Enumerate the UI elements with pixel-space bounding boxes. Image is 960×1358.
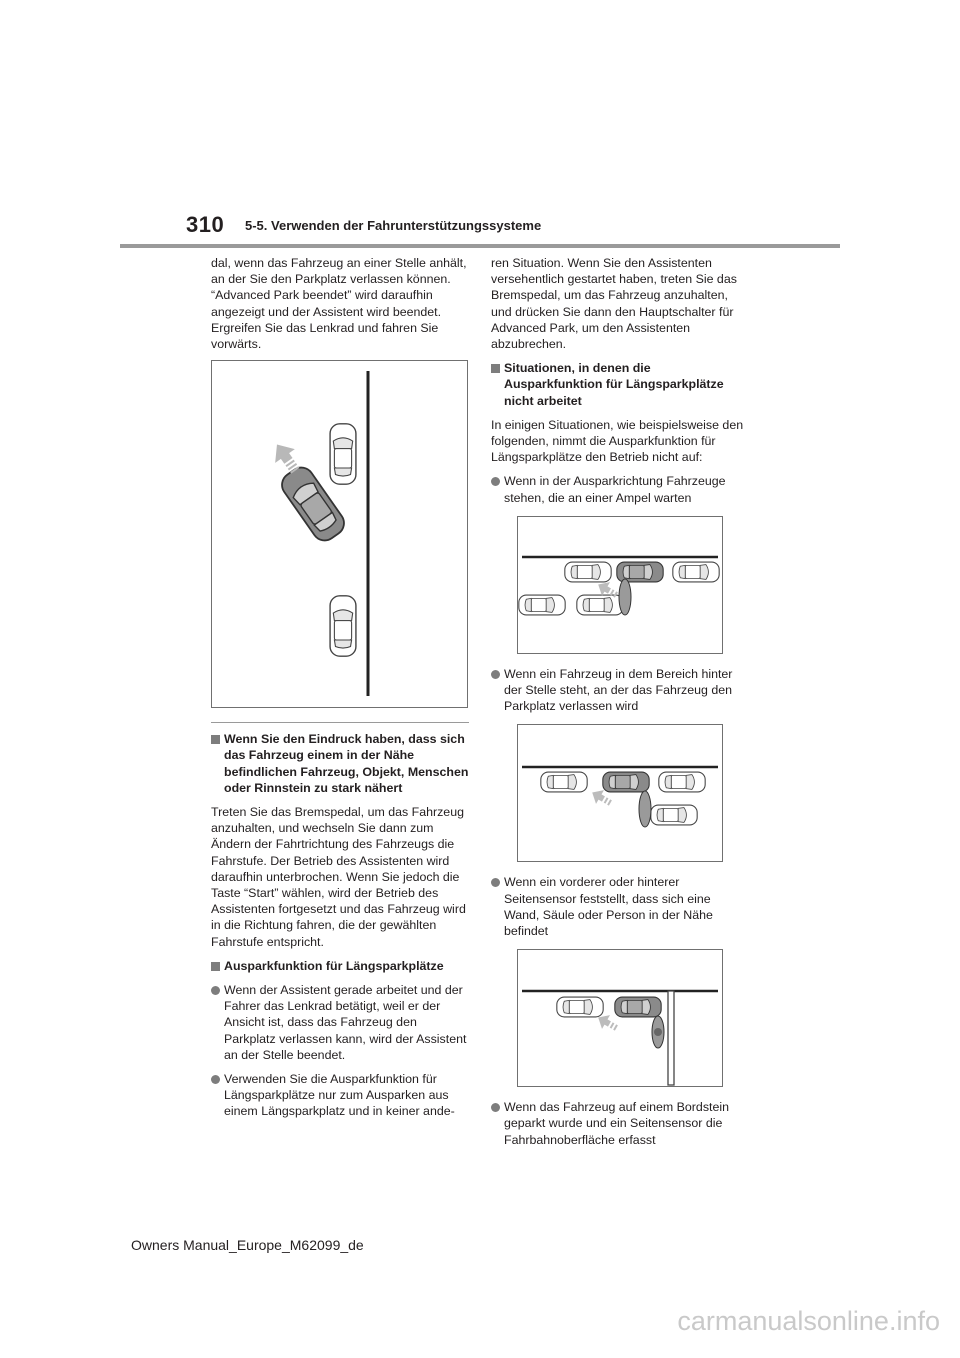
figure-exit-drive-forward	[211, 360, 468, 708]
header-rule	[120, 244, 840, 248]
heading-exit-function: Ausparkfunktion für Längsparkplätze	[211, 958, 469, 974]
figure-wall-pillar	[517, 949, 723, 1087]
traffic-light-illustration	[518, 517, 722, 653]
intro-not-working: In einigen Situationen, wie beispielsweise den folgenden, nimmt die Ausparkfunktion für Längsparkplätze den Betrieb nicht auf:	[491, 417, 744, 465]
figure-vehicle-behind	[517, 724, 723, 862]
page-number: 310	[186, 212, 225, 237]
continuation-paragraph: ren Situation. Wenn Sie den Assistenten versehentlich gestartet haben, treten Sie das Bremspedal, um das Fahrzeug anzuhalten, und drücken Sie dann den Hauptschalter für Advanced Park, um den Assistenten abzubrechen.	[491, 256, 737, 352]
right-column	[491, 255, 749, 1156]
parking-illustration	[212, 361, 467, 707]
section-divider	[211, 722, 469, 723]
bullet-steering-cancel: Wenn der Assistent gerade arbeitet und der Fahrer das Lenkrad betätigt, weil er der Ansicht ist, dass das Fahrzeug den Parkplatz verlassen kann, wird der Assistent an der Stelle beendet.	[211, 982, 469, 1063]
parked-car-rear	[330, 596, 356, 656]
paragraph-too-close: Treten Sie das Bremspedal, um das Fahrzeug anzuhalten, und wechseln Sie dann zum Ändern der Fahrtrichtung des Fahrzeugs die Fahrstufe. Der Betrieb des Assistenten wird daraufhin unterbrochen. Wenn Sie jedoch die Taste “Start” wählen, wird der Betrieb des Assistenten fortgesetzt und das Fahrzeug wird in die Richtung fahren, die der gewählten Fahrstufe entspricht.	[211, 805, 466, 949]
bullet-vehicle-behind: Wenn ein Fahrzeug in dem Bereich hinter der Stelle steht, an der das Fahrzeug den Parkplatz verlassen wird	[491, 666, 749, 715]
bullet-traffic-light: Wenn in der Ausparkrichtung Fahrzeuge stehen, die an einer Ampel warten	[491, 473, 749, 505]
left-column	[211, 255, 469, 1128]
vehicle-behind-illustration	[518, 725, 722, 861]
watermark: carmanualsonline.info	[677, 1306, 940, 1336]
figure-traffic-light	[517, 516, 723, 654]
intro-paragraph: dal, wenn das Fahrzeug an einer Stelle anhält, an der Sie den Parkplatz verlassen können. “Advanced Park beendet” wird daraufhin angezeigt und der Assistent wird beendet. Ergreifen Sie das Lenkrad und fahren Sie vorwärts.	[211, 256, 467, 352]
parked-car-front	[330, 424, 356, 484]
section-title: 5-5. Verwenden der Fahrunterstützungssysteme	[245, 218, 542, 233]
bullet-use-only: Verwenden Sie die Ausparkfunktion für Längsparkplätze nur zum Ausparken aus einem Längsparkplatz und in keiner ande-	[211, 1071, 469, 1120]
heading-not-working: Situationen, in denen die Ausparkfunktion für Längsparkplätze nicht arbeitet	[491, 360, 749, 409]
bullet-side-sensor-wall: Wenn ein vorderer oder hinterer Seitensensor feststellt, dass sich eine Wand, Säule oder Person in der Nähe befindet	[491, 874, 749, 939]
wall-illustration	[518, 950, 722, 1086]
bullet-curb: Wenn das Fahrzeug auf einem Bordstein geparkt wurde und ein Seitensensor die Fahrbahnoberfläche erfasst	[491, 1099, 749, 1148]
heading-too-close: Wenn Sie den Eindruck haben, dass sich das Fahrzeug einem in der Nähe befindlichen Fahrzeug, Objekt, Menschen oder Rinnstein zu stark nähert	[211, 731, 469, 796]
footer-manual-id: Owners Manual_Europe_M62099_de	[131, 1237, 364, 1253]
